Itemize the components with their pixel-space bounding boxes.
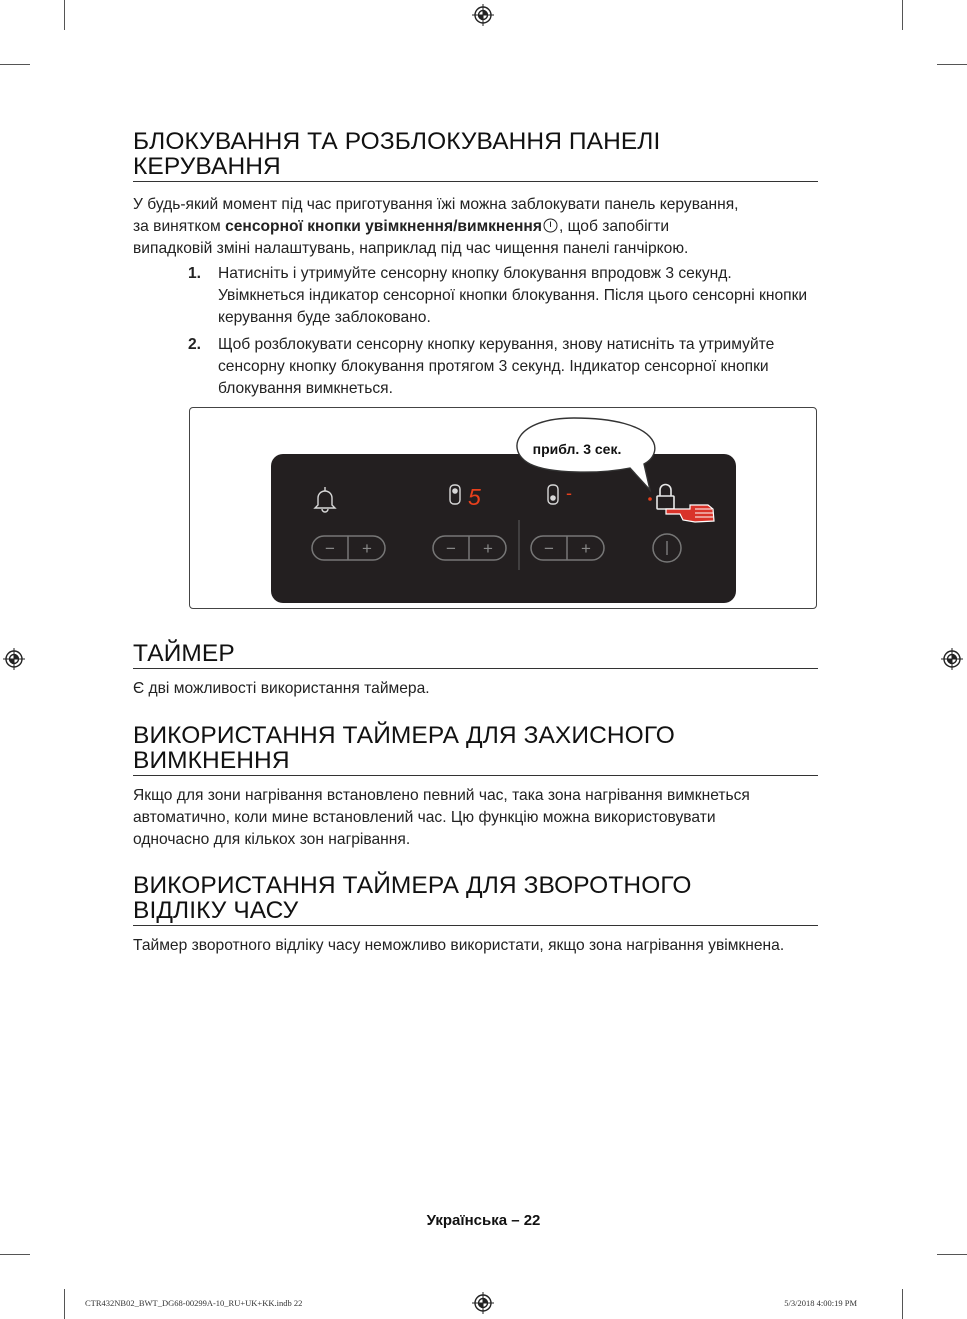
heading-line: ВИКОРИСТАННЯ ТАЙМЕРА ДЛЯ ЗАХИСНОГО	[133, 722, 675, 749]
crop-mark	[937, 64, 967, 65]
crop-mark	[902, 0, 903, 30]
section-countdown-timer	[133, 873, 818, 957]
section-paragraph: Якщо для зони нагрівання встановлено певний час, така зона нагрівання вимкнеться автоматично, коли мине встановлений час. Цю функцію можна використовувати одночасно для кількох зон нагрівання.	[133, 787, 750, 848]
step-number: 1.	[188, 265, 202, 282]
heading-line: ВИМКНЕННЯ	[133, 747, 290, 774]
step-text: Натисніть і утримуйте сенсорну кнопку блокування впродовж 3 секунд. Увімкнеться індикатор сенсорної кнопки блокування. Після цього сенсорні кнопки керування буде заблоковано.	[218, 265, 808, 326]
section-paragraph: Таймер зворотного відліку часу неможливо використати, якщо зона нагрівання увімкнена.	[133, 937, 785, 954]
minus-button[interactable]: −	[544, 539, 554, 558]
registration-mark-icon	[941, 648, 963, 670]
step-item	[188, 263, 808, 329]
step-text: Щоб розблокувати сенсорну кнопку керування, знову натисніть та утримуйте сенсорну кнопку блокування протягом 3 секунд. Індикатор сенсорної кнопки блокування вимкнеться.	[218, 336, 775, 397]
plus-button[interactable]: +	[581, 539, 591, 558]
section-paragraph: Є дві можливості використання таймера.	[133, 680, 430, 697]
section-lock-title	[133, 129, 818, 182]
print-slug-left: CTR432NB02_BWT_DG68-00299A-10_RU+UK+KK.indb 22	[85, 1298, 303, 1308]
heading-line: БЛОКУВАННЯ ТА РОЗБЛОКУВАННЯ ПАНЕЛІ	[133, 128, 661, 155]
display-right-digit: -	[566, 483, 572, 503]
callout-text: прибл. 3 сек.	[532, 441, 622, 457]
lock-indicator-dot	[648, 497, 652, 501]
minus-button[interactable]: −	[446, 539, 456, 558]
steps-list	[188, 263, 808, 400]
crop-mark	[64, 1289, 65, 1319]
crop-mark	[902, 1289, 903, 1319]
intro-text: випадковій зміні налаштувань, наприклад під час чищення панелі ганчіркою.	[133, 240, 689, 257]
registration-mark-icon	[3, 648, 25, 670]
step-item	[188, 334, 808, 400]
heading-line: ВИКОРИСТАННЯ ТАЙМЕРА ДЛЯ ЗВОРОТНОГО	[133, 872, 692, 899]
intro-bold-text: сенсорної кнопки увімкнення/вимкнення	[225, 218, 542, 235]
section-heading	[133, 723, 818, 776]
section-auto-off-timer	[133, 723, 818, 851]
crop-mark	[937, 1254, 967, 1255]
control-panel	[271, 454, 736, 603]
intro-text: , щоб запобігти	[558, 218, 670, 235]
crop-mark	[0, 64, 30, 65]
print-slug-right: 5/3/2018 4:00:19 PM	[784, 1298, 857, 1308]
section-timer	[133, 641, 818, 700]
display-left-digit: 5	[468, 484, 481, 510]
minus-button[interactable]: −	[325, 539, 335, 558]
power-icon	[543, 218, 558, 233]
step-number: 2.	[188, 336, 202, 353]
section-lock-intro	[133, 194, 818, 260]
control-panel-figure	[189, 407, 817, 609]
section-heading	[133, 873, 818, 926]
heading-line: КЕРУВАННЯ	[133, 153, 281, 180]
plus-button[interactable]: +	[362, 539, 372, 558]
plus-button[interactable]: +	[483, 539, 493, 558]
heading-line: ВІДЛІКУ ЧАСУ	[133, 897, 299, 924]
crop-mark	[64, 0, 65, 30]
section-heading: ТАЙМЕР	[133, 641, 818, 669]
section-heading	[133, 129, 818, 182]
intro-text: за винятком	[133, 218, 226, 235]
page-number: Українська – 22	[426, 1212, 541, 1229]
intro-text: У будь-який момент під час приготування їжі можна заблокувати панель керування,	[133, 196, 739, 213]
crop-mark	[0, 1254, 30, 1255]
registration-mark-icon	[472, 4, 494, 26]
registration-mark-icon	[472, 1292, 494, 1314]
intro-paragraph	[133, 194, 818, 260]
control-panel-illustration	[190, 408, 818, 610]
